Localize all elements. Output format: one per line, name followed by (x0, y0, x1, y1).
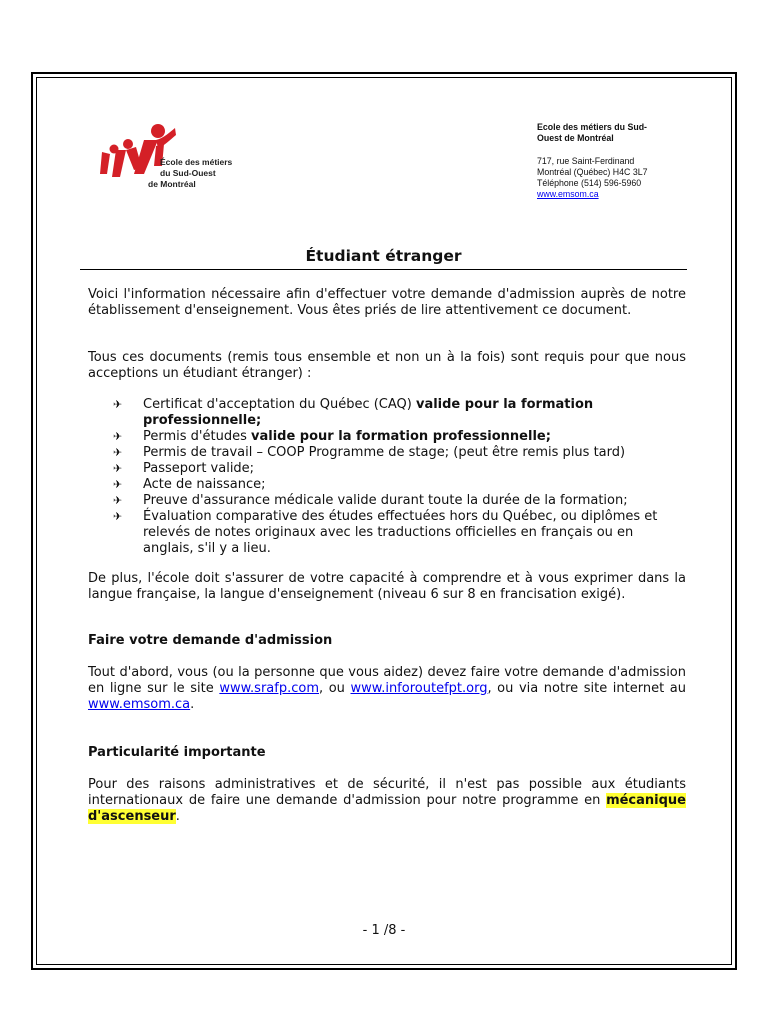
airplane-bullet-icon: ✈ (113, 430, 123, 443)
special-text: . (175, 809, 180, 824)
logo-line: du Sud-Ouest (160, 168, 216, 178)
phone-number: Téléphone (514) 596-5960 (537, 178, 642, 188)
intro-paragraph: Voici l'information nécessaire afin d'effectuer votre demande d'admission auprès de notre établissement d'enseignement. Vous êtes priés de lire attentivement ce document. (88, 287, 686, 318)
list-item-text: Évaluation comparative des études effectuées hors du Québec, ou diplômes et relevés de notes originaux avec les traductions officielles en français ou en anglais, s'il y a lieu. (143, 509, 658, 556)
emsom-link[interactable]: www.emsom.ca (88, 697, 191, 712)
apply-text: , ou via notre site internet au (487, 681, 686, 696)
documents-intro-paragraph: Tous ces documents (remis tous ensemble et non un à la fois) sont requis pour que nous acceptions un étudiant étranger) : (88, 350, 686, 381)
list-item (113, 493, 686, 509)
documents-list (113, 397, 686, 557)
inforoutefpt-link[interactable]: www.inforoutefpt.org (350, 681, 488, 696)
logo-wordmark (148, 157, 233, 190)
list-item-text: Passeport valide; (143, 461, 255, 476)
address-block (537, 122, 665, 200)
airplane-bullet-icon: ✈ (113, 446, 123, 459)
page-title: Étudiant étranger (305, 247, 462, 265)
airplane-bullet-icon: ✈ (113, 462, 123, 475)
apply-paragraph (88, 665, 686, 713)
special-text: Pour des raisons administratives et de sécurité, il n'est pas possible aux étudiants internationaux de faire une demande d'admission pour notre programme en (88, 777, 686, 808)
page-number: - 1 /8 - (362, 923, 406, 938)
airplane-bullet-icon: ✈ (113, 494, 123, 507)
list-item-text: Certificat d'acceptation du Québec (CAQ) (143, 397, 416, 412)
highlighted-program: mécanique d'ascenseur (88, 793, 686, 824)
apply-text: . (190, 697, 195, 712)
special-paragraph (88, 777, 686, 825)
logo-line: École des métiers (160, 157, 233, 167)
list-item (113, 509, 686, 557)
apply-text: Tout d'abord, vous (ou la personne que vous aidez) devez faire votre demande d'admission en ligne sur le site (88, 665, 686, 696)
apply-text: , ou (319, 681, 351, 696)
list-item-text: Permis de travail – COOP Programme de stage; (peut être remis plus tard) (143, 445, 626, 460)
list-item (113, 429, 686, 445)
list-item-bold: valide pour la formation professionnelle; (251, 429, 551, 444)
airplane-bullet-icon: ✈ (113, 398, 123, 411)
list-item-text: Acte de naissance; (143, 477, 266, 492)
list-item (113, 477, 686, 493)
address-street: 717, rue Saint-Ferdinand (537, 156, 635, 166)
school-name: Ecole des métiers du Sud-Ouest de Montréal (537, 122, 647, 143)
list-item-text: Preuve d'assurance médicale valide durant toute la durée de la formation; (143, 493, 628, 508)
list-item (113, 397, 686, 429)
logo-line: de Montréal (148, 179, 196, 189)
airplane-bullet-icon: ✈ (113, 510, 123, 523)
language-paragraph: De plus, l'école doit s'assurer de votre capacité à comprendre et à vous exprimer dans la langue française, la langue d'enseignement (niveau 6 sur 8 en francisation exigé). (88, 571, 686, 602)
list-item (113, 461, 686, 477)
list-item-bold: valide pour la formation professionnelle; (143, 397, 594, 428)
srafp-link[interactable]: www.srafp.com (219, 681, 319, 696)
title-divider (80, 269, 687, 270)
address-city: Montréal (Québec) H4C 3L7 (537, 167, 648, 177)
airplane-bullet-icon: ✈ (113, 478, 123, 491)
special-heading: Particularité importante (88, 745, 266, 760)
list-item (113, 445, 686, 461)
apply-heading: Faire votre demande d'admission (88, 633, 333, 648)
list-item-text: Permis d'études (143, 429, 251, 444)
website-link[interactable]: www.emsom.ca (537, 189, 599, 199)
